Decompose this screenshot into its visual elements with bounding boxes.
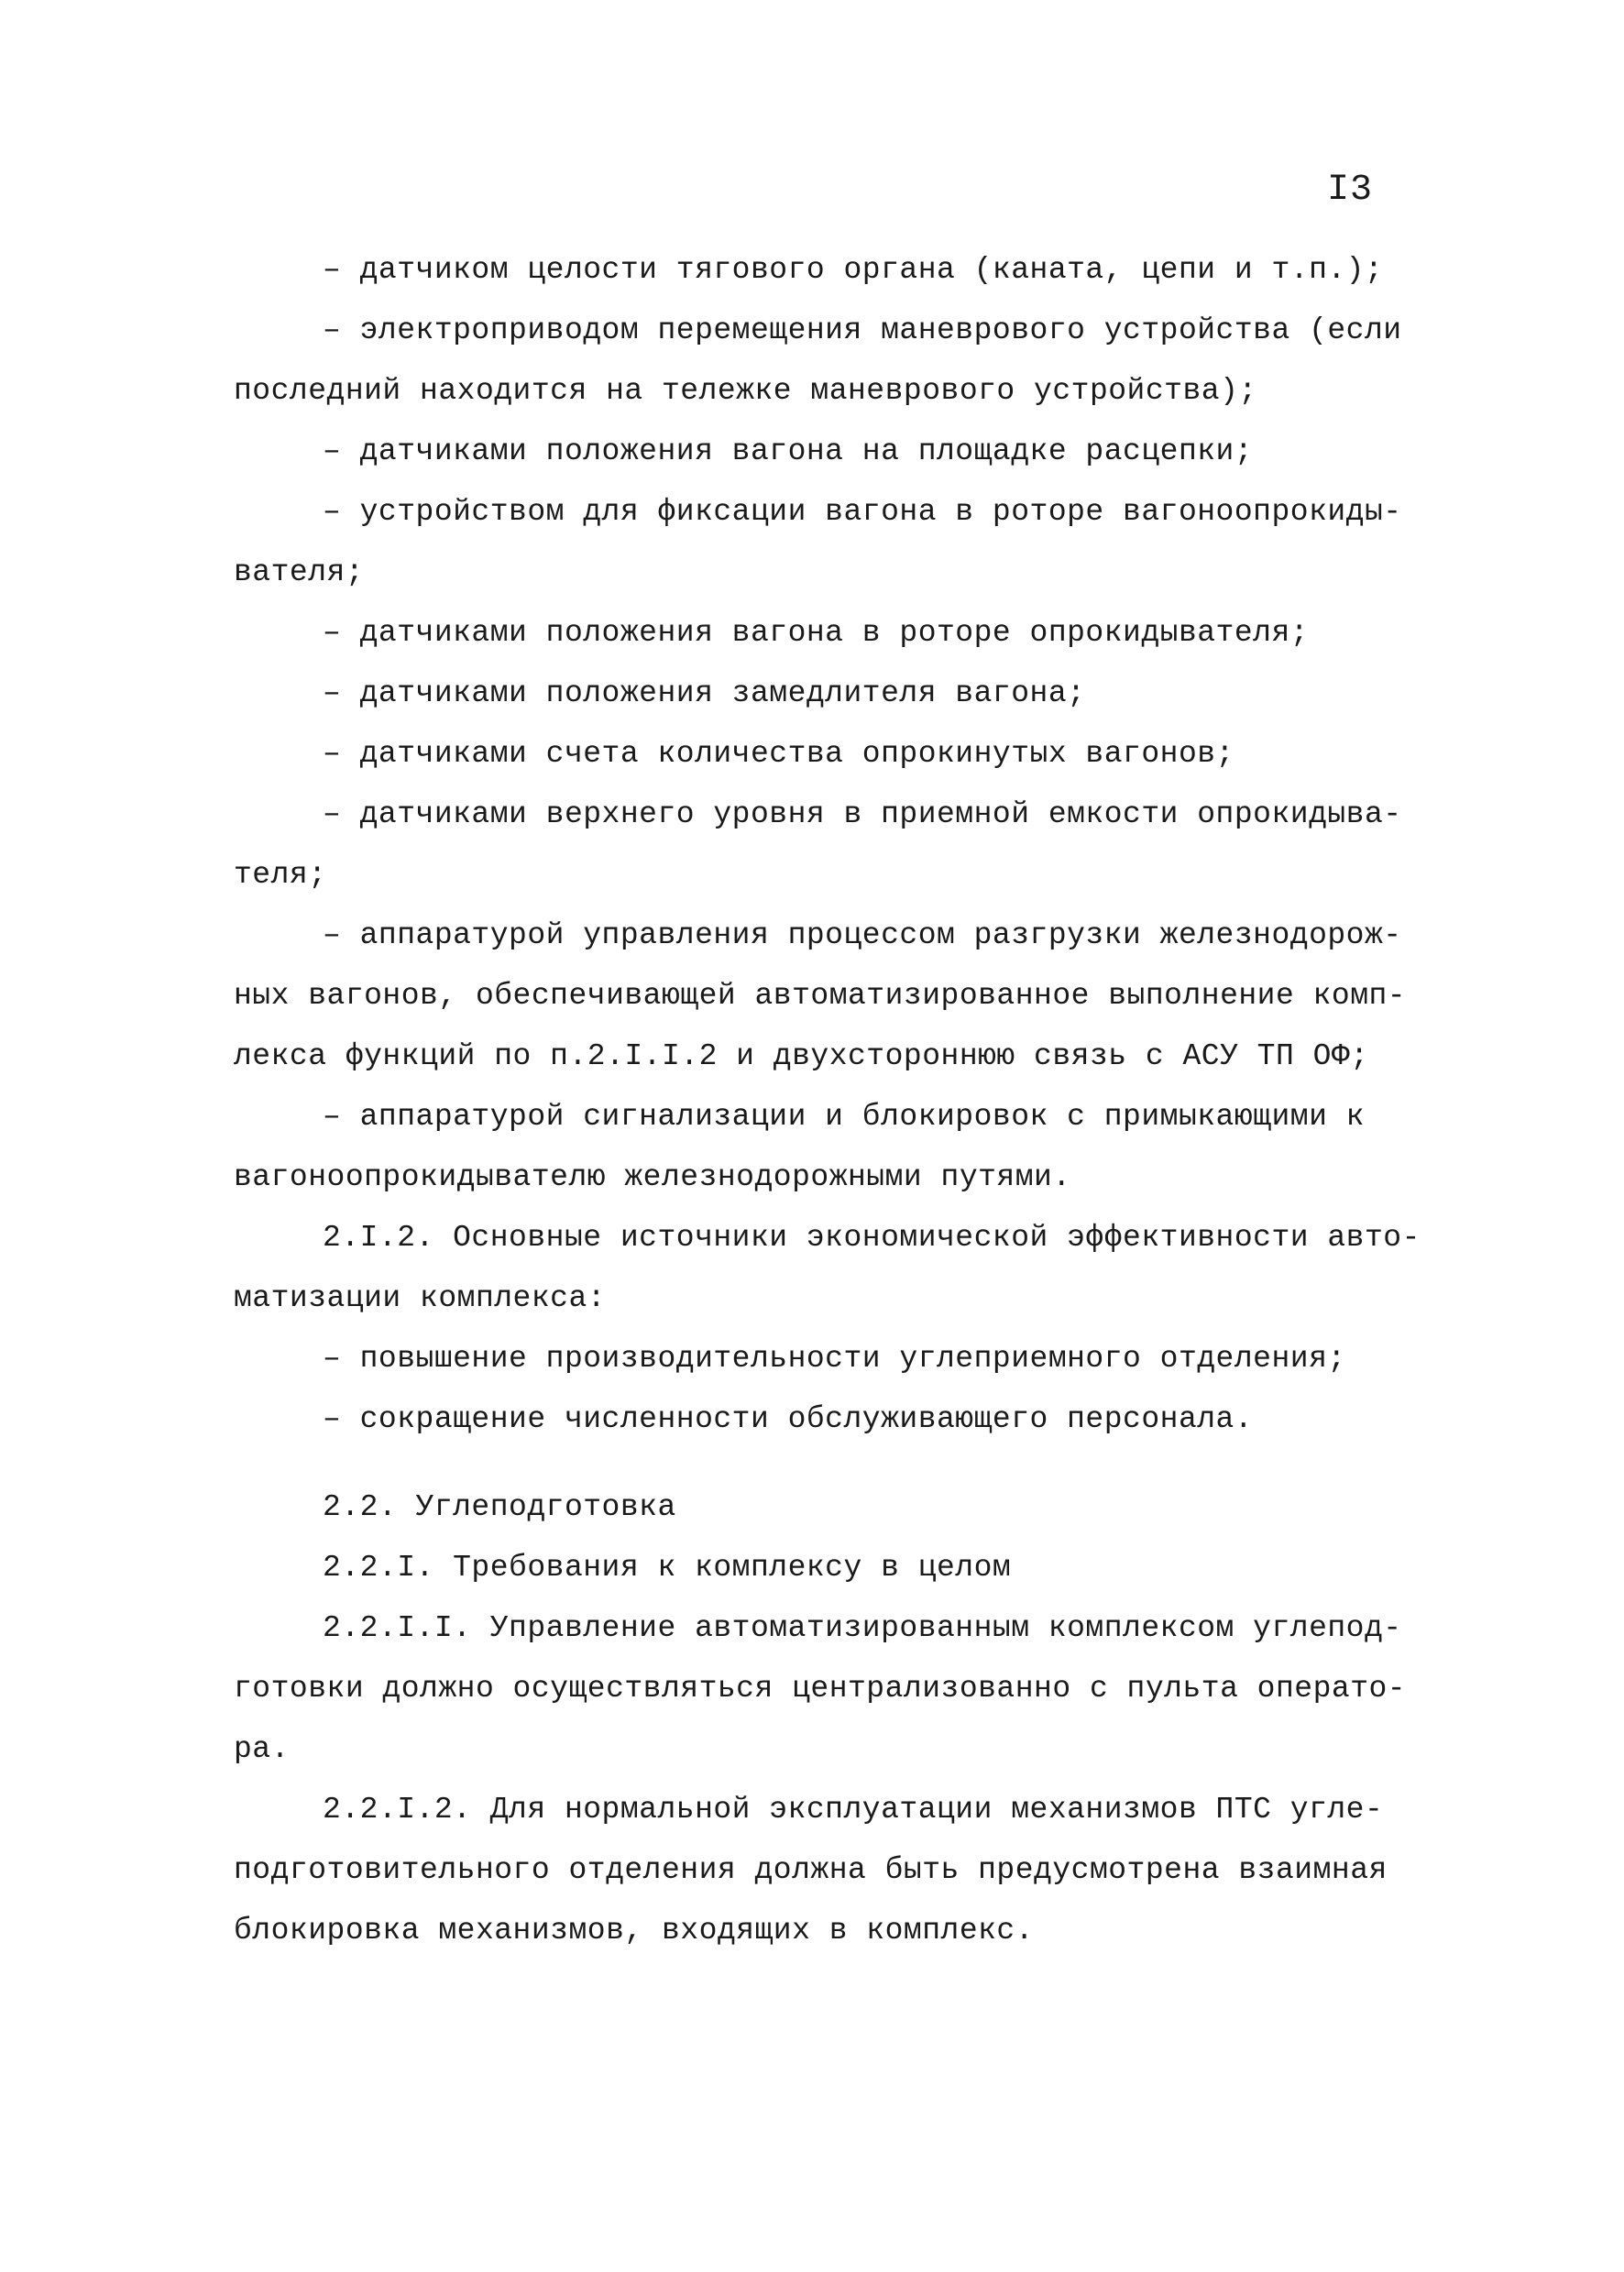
text-line: – повышение производительности углеприемного отделения; <box>323 1342 1346 1376</box>
text-line: – аппаратурой сигнализации и блокировок с примыкающими к <box>323 1100 1365 1134</box>
subsection-heading: 2.2.I. Требования к комплексу в целом <box>323 1551 1012 1585</box>
text-line: готовки должно осуществляться централизованно с пульта операто- <box>234 1672 1407 1706</box>
text-line: – датчиками положения замедлителя вагона; <box>323 676 1086 710</box>
text-line: – сокращение численности обслуживающего персонала. <box>323 1402 1254 1436</box>
text-line: – датчиками положения вагона на площадке расцепки; <box>323 434 1254 468</box>
text-line: вателя; <box>234 555 365 589</box>
text-line: блокировка механизмов, входящих в комплекс. <box>234 1914 1035 1948</box>
text-line: – датчиками верхнего уровня в приемной емкости опрокидыва- <box>323 797 1402 831</box>
text-line: 2.I.2. Основные источники экономической эффективности авто- <box>323 1221 1421 1255</box>
text-line: вагоноопрокидывателю железнодорожными путями. <box>234 1160 1071 1194</box>
text-line: лекса функций по п.2.I.I.2 и двухстороннюю связь с АСУ ТП ОФ; <box>234 1039 1369 1073</box>
page-number: I3 <box>1327 170 1374 211</box>
text-line: – устройством для фиксации вагона в роторе вагоноопрокиды- <box>323 495 1402 529</box>
text-line: ра. <box>234 1732 290 1766</box>
section-heading: 2.2. Углеподготовка <box>323 1490 676 1524</box>
text-line: – электроприводом перемещения маневрового устройства (если <box>323 313 1402 347</box>
text-line: последний находится на тележке маневрового устройства); <box>234 374 1257 408</box>
text-line: 2.2.I.2. Для нормальной эксплуатации механизмов ПТС угле- <box>323 1793 1384 1827</box>
text-line: 2.2.I.I. Управление автоматизированным комплексом углепод- <box>323 1611 1402 1645</box>
text-line: подготовительного отделения должна быть предусмотрена взаимная <box>234 1853 1388 1887</box>
text-line: теля; <box>234 858 327 892</box>
text-line: ных вагонов, обеспечивающей автоматизированное выполнение комп- <box>234 979 1407 1013</box>
text-line: – датчиками счета количества опрокинутых вагонов; <box>323 737 1234 771</box>
text-line: – аппаратурой управления процессом разгрузки железнодорож- <box>323 918 1402 952</box>
text-line: – датчиком целости тягового органа (каната, цепи и т.п.); <box>323 253 1384 287</box>
text-line: – датчиками положения вагона в роторе опрокидывателя; <box>323 616 1310 650</box>
text-line: матизации комплекса: <box>234 1281 607 1315</box>
